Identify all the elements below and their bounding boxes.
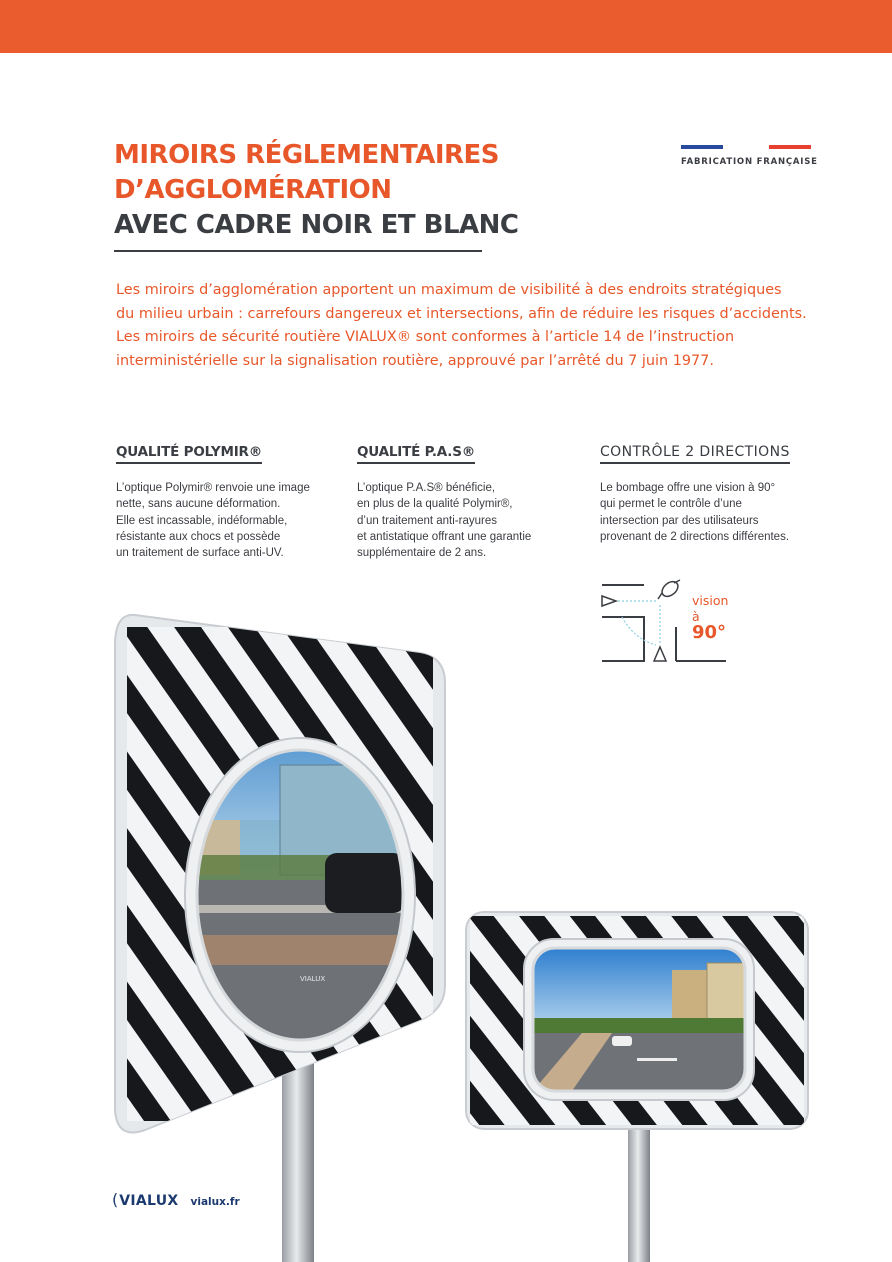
feature-description [600, 480, 790, 545]
intro-line: Les miroirs de sécurité routière VIALUX® sont conformes à l’article 14 de l’instruction [116, 329, 735, 345]
vision-prefix: à [692, 609, 700, 624]
vision-label [692, 593, 736, 642]
badge-label: FABRICATION FRANÇAISE [681, 157, 818, 167]
feature-line: Elle est incassable, indéformable, [116, 514, 288, 527]
large-mirror-image [105, 605, 455, 1140]
title-underline [114, 250, 482, 252]
feature-title: CONTRÔLE 2 DIRECTIONS [600, 444, 790, 464]
vision-word: vision [692, 593, 729, 608]
feature-line: provenant de 2 directions différentes. [600, 530, 790, 543]
feature-description [116, 480, 310, 561]
mirror-brand-mark: VIALUX [300, 975, 326, 983]
intro-paragraph [116, 279, 836, 373]
feature-title: QUALITÉ P.A.S® [357, 444, 475, 464]
feature-line: nette, sans aucune déformation. [116, 498, 281, 511]
feature-line: résistante aux chocs et possède [116, 530, 281, 543]
feature-line: et antistatique offrant une garantie [357, 530, 532, 543]
feature-line: d’un traitement anti-rayures [357, 514, 497, 527]
feature-line: qui permet le contrôle d’une [600, 498, 742, 511]
vision-angle: 90° [692, 622, 727, 643]
feature-line: intersection par des utilisateurs [600, 514, 759, 527]
intro-line: du milieu urbain : carrefours dangereux et intersections, afin de réduire les risques d’accidents. [116, 305, 807, 322]
title-line-1: MIROIRS RÉGLEMENTAIRES [114, 140, 500, 170]
french-flag-icon [681, 145, 811, 149]
feature-title: QUALITÉ POLYMIR® [116, 444, 262, 464]
large-traffic-mirror [105, 605, 455, 1145]
brand-name: VIALUX [119, 1193, 179, 1209]
intro-line: interministérielle sur la signalisation routière, approuvé par l’arrêté du 7 juin 1977. [116, 352, 714, 369]
feature-line: un traitement de surface anti-UV. [116, 547, 284, 560]
footer-logo [112, 1190, 240, 1209]
feature-description [357, 480, 531, 561]
small-traffic-mirror [462, 908, 812, 1138]
feature-line: L’optique P.A.S® bénéficie, [357, 482, 496, 494]
top-accent-bar [0, 0, 892, 53]
website-link[interactable]: vialux.fr [190, 1196, 240, 1208]
feature-line: L’optique Polymir® renvoie une image [116, 482, 310, 494]
feature-2-directions [600, 443, 790, 545]
feature-pas [357, 443, 531, 561]
intersection-diagram [596, 575, 736, 675]
title-line-2: D’AGGLOMÉRATION [114, 175, 392, 205]
feature-line: en plus de la qualité Polymir®, [357, 498, 513, 511]
page-title [114, 138, 519, 243]
title-line-3: AVEC CADRE NOIR ET BLANC [114, 210, 519, 240]
intro-line: Les miroirs d’agglomération apportent un maximum de visibilité à des endroits stratégiques [116, 282, 782, 298]
vialux-logo-icon: ( [112, 1190, 119, 1209]
french-made-badge [681, 145, 818, 167]
feature-polymir [116, 443, 310, 561]
feature-line: Le bombage offre une vision à 90° [600, 482, 776, 494]
small-mirror-image [462, 908, 812, 1133]
feature-line: supplémentaire de 2 ans. [357, 547, 487, 560]
